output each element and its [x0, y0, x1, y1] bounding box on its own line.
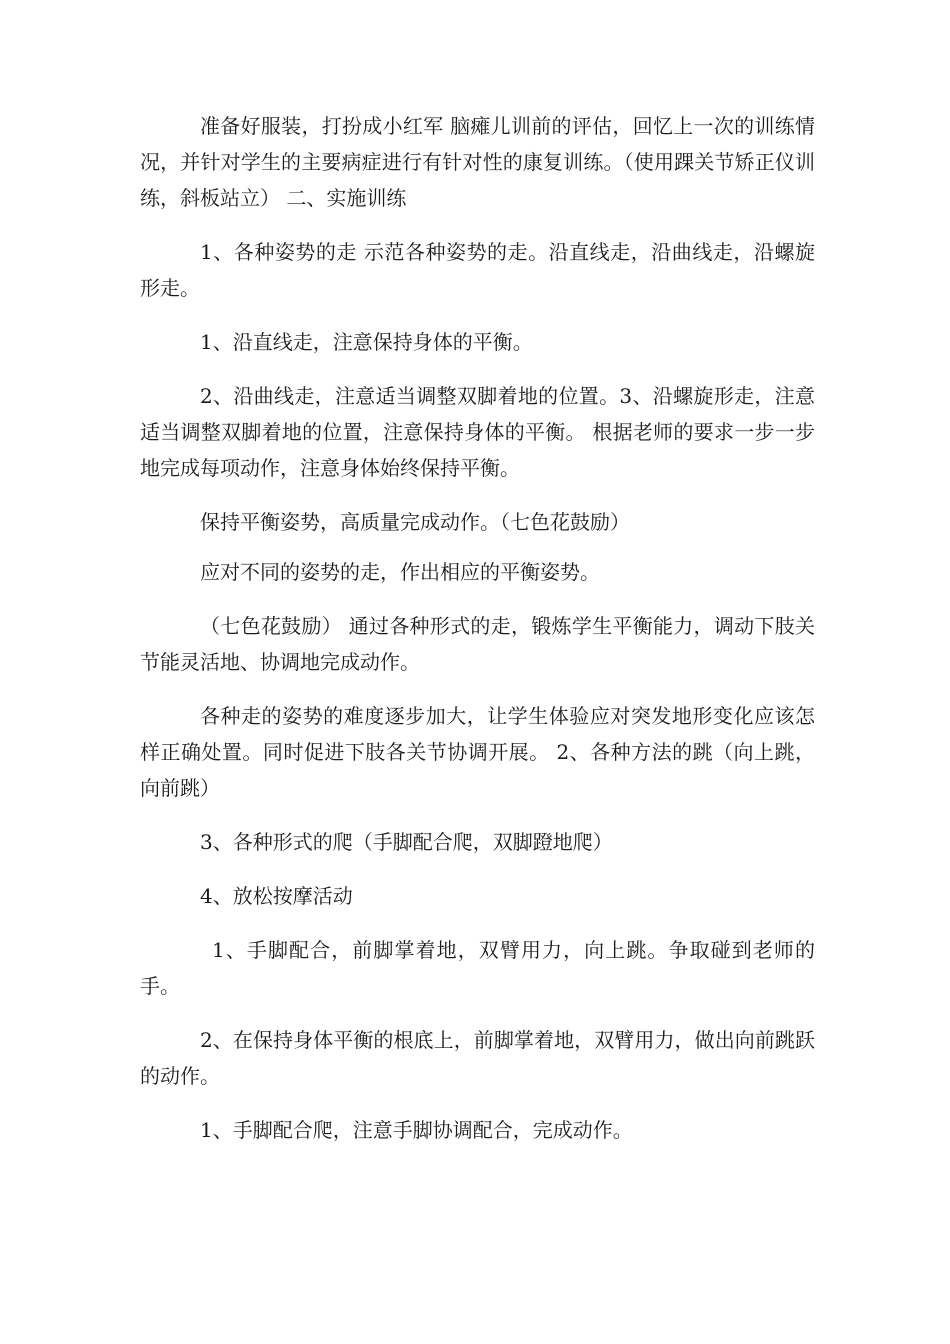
paragraph-massage: 4、放松按摩活动 [200, 884, 353, 908]
paragraph-crawl-coordination: 1、手脚配合爬，注意手脚协调配合，完成动作。 [200, 1118, 633, 1142]
paragraph-curve-spiral: 2、沿曲线走，注意适当调整双脚着地的位置。3、沿螺旋形走，注意适当调整双脚着地的位置，注意保持身体的平衡。 根据老师的要求一步一步地完成每项动作，注意身体始终保持平衡。 [140, 384, 815, 480]
document-body [140, 108, 815, 1166]
paragraph-jump-forward: 2、在保持身体平衡的根底上，前脚掌着地，双臂用力，做出向前跳跃的动作。 [140, 1028, 815, 1088]
paragraph-jump-up: 1、手脚配合，前脚掌着地，双臂用力，向上跳。争取碰到老师的手。 [140, 938, 815, 998]
paragraph-balance-quality: 保持平衡姿势，高质量完成动作。（七色花鼓励） [200, 510, 630, 534]
paragraph-difficulty-increase: 各种走的姿势的难度逐步加大，让学生体验应对突发地形变化应该怎样正确处置。同时促进下肢各关节协调开展。 2、各种方法的跳（向上跳，向前跳） [140, 704, 815, 800]
paragraph-balance-response: 应对不同的姿势的走，作出相应的平衡姿势。 [200, 560, 600, 584]
paragraph-flower-encouragement: （七色花鼓励） 通过各种形式的走，锻炼学生平衡能力，调动下肢关节能灵活地、协调地完成动作。 [140, 614, 815, 674]
paragraph-straight-line: 1、沿直线走，注意保持身体的平衡。 [200, 330, 533, 354]
paragraph-crawling: 3、各种形式的爬（手脚配合爬，双脚蹬地爬） [200, 830, 613, 854]
paragraph-preparation: 准备好服装，打扮成小红军 脑瘫儿训前的评估，回忆上一次的训练情况，并针对学生的主要病症进行有针对性的康复训练。（使用踝关节矫正仪训练，斜板站立） 二、实施训练 [140, 114, 815, 210]
paragraph-walking-postures: 1、各种姿势的走 示范各种姿势的走。沿直线走，沿曲线走，沿螺旋形走。 [140, 240, 815, 300]
